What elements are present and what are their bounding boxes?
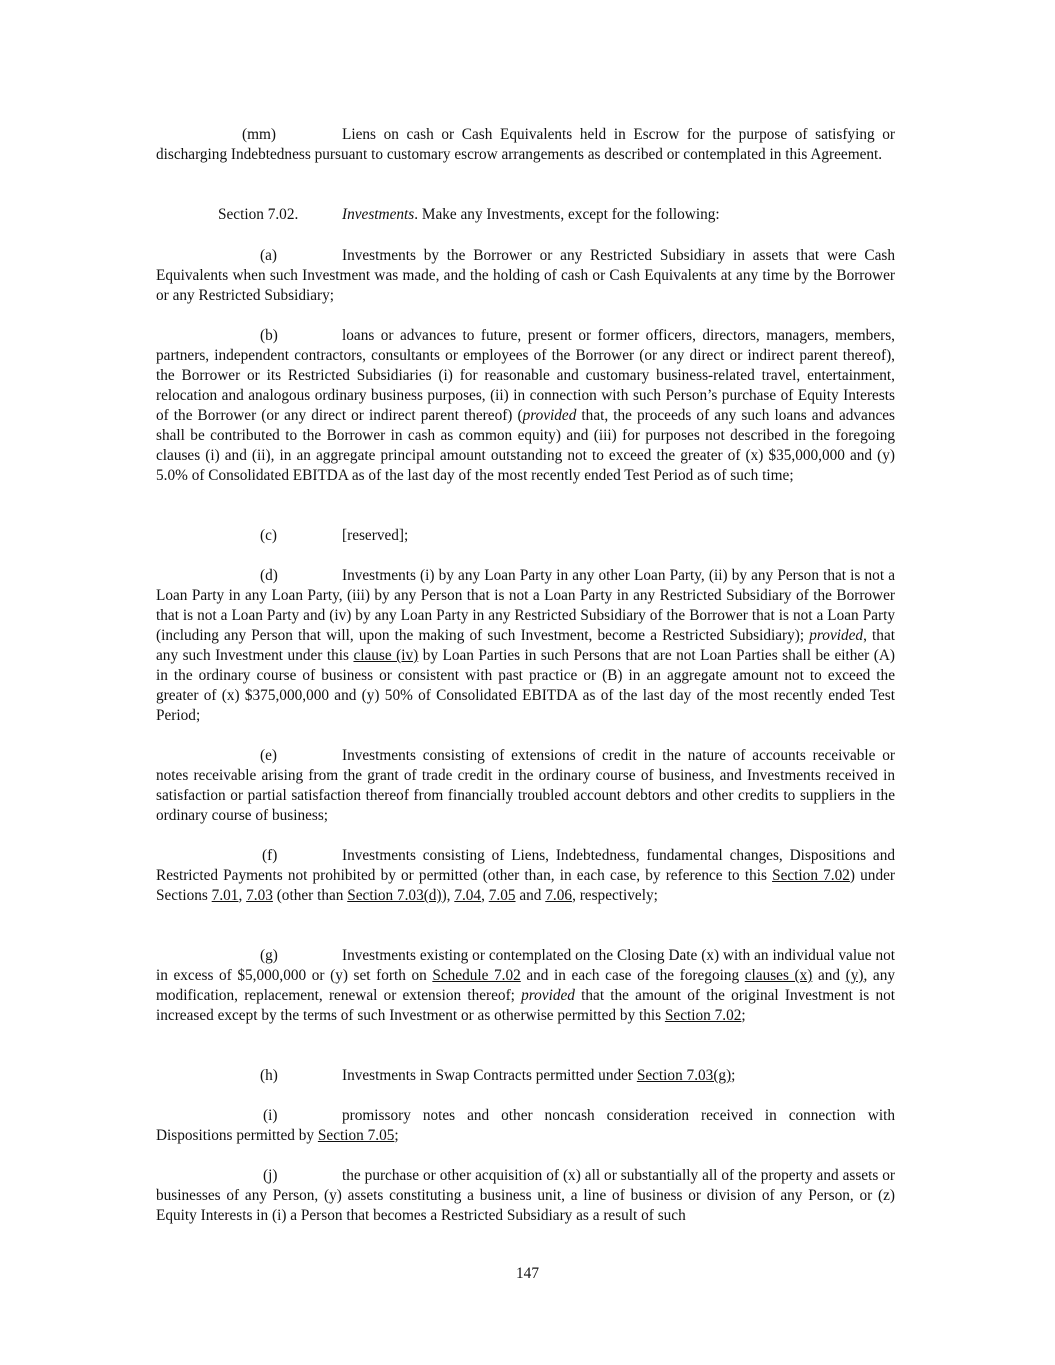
page-number: 147	[516, 1265, 539, 1282]
cross-reference: clause (iv)	[353, 647, 419, 664]
clause-text: the purchase or other acquisition of (x) all or substantially all of the property and assets or businesses of any Person, (y) assets constituting a business unit, a line of business or division of any Person, or (z) Equity Interests in (i) a Person that becomes a Restricted Subsidiary as a result of such	[156, 1167, 895, 1224]
clause-text: Investments consisting of Liens, Indebtedness, fundamental changes, Dispositions and Restricted Payments not prohibited by or permitted (other than, in each case, by reference to this	[156, 847, 895, 884]
clause-text: by Loan Parties in such Persons that are not Loan Parties shall be either (A) in the ordinary course of business or consistent with past practice or (B) in an aggregate amount not to exceed the greater of (x) $375,000,000 and (y) 50% of Consolidated EBITDA as of the last day of the most recently ended Test Period;	[156, 647, 895, 724]
clause-text: ),	[441, 887, 455, 904]
clause-i	[156, 1106, 895, 1146]
clause-text: loans or advances to future, present or former officers, directors, managers, members, partners, independent contractors, consultants or employees of the Borrower (or any direct or indirect parent thereof), the Borrower or its Restricted Subsidiaries (i) for reasonable and customary business-related travel, entertainment, relocation and analogous ordinary business purposes, (ii) in connection with such Person’s purchase of Equity Interests of the Borrower (or any direct or indirect parent thereof) (	[156, 327, 895, 424]
cross-reference: Section 7.02	[664, 1007, 742, 1024]
clause-text: ;	[741, 1007, 746, 1024]
cross-reference: Section 7.02	[772, 867, 850, 884]
provided-term: provided	[809, 627, 864, 644]
clause-text: ;	[394, 1127, 399, 1144]
clause-label: (mm)	[242, 126, 276, 143]
clause-label: (h)	[260, 1067, 278, 1084]
cross-reference: 7.01	[211, 887, 239, 904]
clause-label: (g)	[260, 947, 278, 964]
clause-label: (e)	[260, 747, 277, 764]
clause-text: that the amount of the original Investment is not increased except by the terms of such Investment or as otherwise permitted by this	[156, 987, 896, 1024]
clause-text: ,	[481, 887, 489, 904]
clause-text: and	[812, 967, 846, 984]
clause-a	[156, 246, 895, 306]
clause-text: Investments by the Borrower or any Restricted Subsidiary in assets that were Cash Equivalents when such Investment was made, and the holding of cash or Cash Equivalents at any time by the Borrower or any Restricted Subsidiary;	[156, 247, 895, 304]
cross-reference: Section 7.03(d)	[347, 887, 442, 904]
section-7-02-heading	[156, 205, 895, 225]
provided-term: provided	[522, 407, 577, 424]
clause-text: Liens on cash or Cash Equivalents held in Escrow for the purpose of satisfying or discharging Indebtedness pursuant to customary escrow arrangements as described or contemplated in this Agreement.	[156, 126, 895, 163]
clause-label: (d)	[260, 567, 278, 584]
clause-b	[156, 326, 895, 486]
cross-reference: 7.03	[246, 887, 273, 904]
cross-reference: 7.05	[488, 887, 516, 904]
clause-text: and	[515, 887, 546, 904]
cross-reference: Section 7.03(g)	[636, 1067, 732, 1084]
cross-reference: 7.04	[454, 887, 482, 904]
clause-d	[156, 566, 895, 726]
clause-text: ;	[731, 1067, 736, 1084]
clause-mm	[156, 125, 895, 165]
cross-reference: (y)	[845, 967, 864, 984]
section-number: Section 7.02.	[218, 206, 299, 223]
provided-term: provided	[521, 987, 575, 1004]
clause-label: (b)	[260, 327, 278, 344]
cross-reference: clauses (x)	[744, 967, 813, 984]
clause-label: (a)	[260, 247, 277, 264]
section-intro: . Make any Investments, except for the following:	[414, 206, 720, 223]
clause-e	[156, 746, 895, 826]
clause-text: that, the proceeds of any such loans and advances shall be contributed to the Borrower in cash as common equity) and (iii) for purposes not described in the foregoing clauses (i) and (ii), in an aggregate principal amount outstanding not to exceed the greater of (x) $35,000,000 and (y) 5.0% of Consolidated EBITDA as of the last day of the most recently ended Test Period as of such time;	[156, 407, 896, 484]
clause-f	[156, 846, 895, 906]
clause-g	[156, 946, 895, 1026]
clause-text: ,	[238, 887, 247, 904]
clause-c	[156, 526, 895, 546]
clause-text: ) under Sections	[156, 867, 895, 904]
cross-reference: Schedule 7.02	[432, 967, 521, 984]
section-title: Investments	[342, 206, 415, 223]
clause-h	[156, 1066, 895, 1086]
clause-text: promissory notes and other noncash consideration received in connection with Dispositions permitted by	[156, 1107, 895, 1144]
clause-text: , any modification, replacement, renewal or extension thereof;	[156, 967, 895, 1004]
clause-text: and in each case of the foregoing	[520, 967, 745, 984]
clause-j	[156, 1166, 895, 1226]
clause-text: (other than	[272, 887, 348, 904]
clause-label: (f)	[262, 847, 278, 864]
clause-text: Investments existing or contemplated on the Closing Date (x) with an individual value not in excess of $5,000,000 or (y) set forth on	[156, 947, 895, 984]
clause-text: Investments (i) by any Loan Party in any other Loan Party, (ii) by any Person that is not a Loan Party in any Loan Party, (iii) by any Person that is not a Loan Party in any Restricted Subsidiary of the Borrower that is not a Loan Party and (iv) by any Loan Party in any Restricted Subsidiary of the Borrower that is not a Loan Party (including any Person that will, upon the making of such Investment, become a Restricted Subsidiary);	[156, 567, 895, 644]
clause-label: (i)	[263, 1107, 278, 1124]
clause-label: (c)	[260, 527, 277, 544]
clause-text: Investments consisting of extensions of credit in the nature of accounts receivable or notes receivable arising from the grant of trade credit in the ordinary course of business, and Investments received in satisfaction or partial satisfaction thereof from financially troubled account debtors and other credits to suppliers in the ordinary course of business;	[156, 747, 895, 824]
clause-text: , that any such Investment under this	[156, 627, 895, 664]
clause-text: , respectively;	[572, 887, 658, 904]
cross-reference: 7.06	[545, 887, 573, 904]
clause-text: Investments in Swap Contracts permitted under	[342, 1067, 637, 1084]
cross-reference: Section 7.05	[317, 1127, 395, 1144]
clause-text: [reserved];	[342, 527, 409, 544]
clause-label: (j)	[263, 1167, 278, 1184]
